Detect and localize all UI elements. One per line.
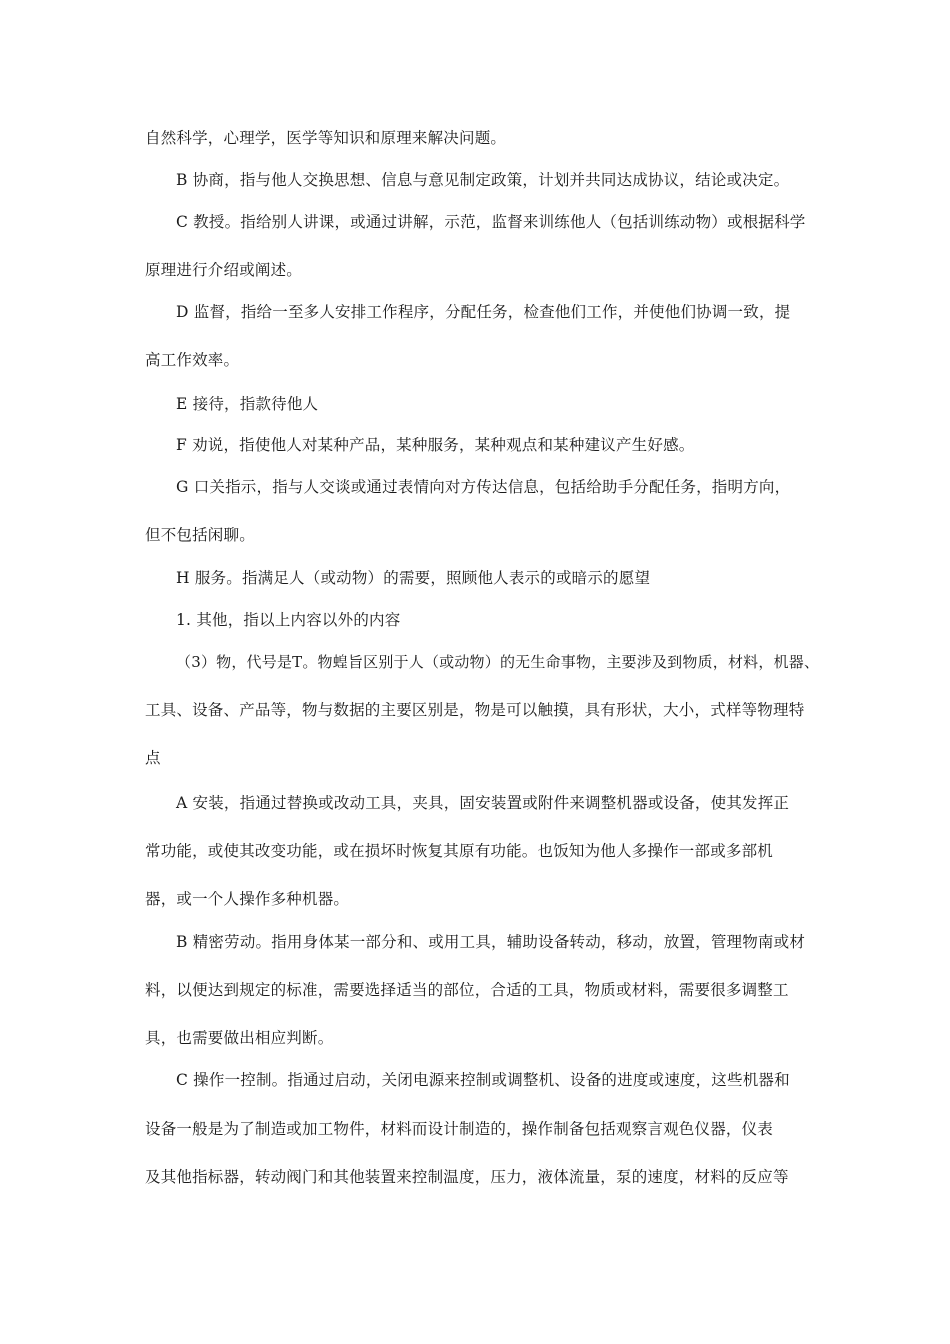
text-line: 高工作效率。	[145, 351, 240, 369]
text-line: 常功能，或使其改变功能，或在损坏时恢复其原有功能。也饭知为他人多操作一部或多部机	[145, 842, 774, 860]
text-line: G 口关指示，指与人交谈或通过表情向对方传达信息，包括给助手分配任务，指明方向，	[176, 478, 791, 496]
text-line: （3）物，代号是T。物蝗旨区别于人（或动物）的无生命事物，主要涉及到物质，材料，机器、	[176, 653, 820, 671]
text-line: B 精密劳动。指用身体某一部分和、或用工具，辅助设备转动，移动，放置，管理物南或材	[176, 933, 806, 951]
text-line: 料，以便达到规定的标准，需要选择适当的部位，合适的工具，物质或材料，需要很多调整工	[145, 981, 789, 999]
text-line: 工具、设备、产品等，物与数据的主要区别是，物是可以触摸，具有形状，大小，式样等物理特	[145, 701, 805, 719]
text-line: C 操作一控制。指通过启动，关闭电源来控制或调整机、设备的进度或速度，这些机器和	[176, 1071, 790, 1089]
text-line: D 监督，指给一至多人安排工作程序，分配任务，检查他们工作，并使他们协调一致，提	[176, 303, 791, 321]
text-line: H 服务。指满足人（或动物）的需要，照顾他人表示的或暗示的愿望	[176, 569, 651, 587]
text-line: 原理进行介绍或阐述。	[145, 261, 303, 279]
text-line: A 安装，指通过替换或改动工具，夹具，固安装置或附件来调整机器或设备，使其发挥正	[176, 794, 790, 812]
text-line: 但不包括闲聊。	[145, 526, 255, 544]
text-line: 具，也需要做出相应判断。	[145, 1029, 334, 1047]
text-line: B 协商，指与他人交换思想、信息与意见制定政策，计划并共同达成协议，结论或决定。	[176, 171, 790, 189]
text-line: C 教授。指给别人讲课，或通过讲解，示范，监督来训练他人（包括训练动物）或根据科学	[176, 213, 806, 231]
text-line: 及其他指标器，转动阀门和其他装置来控制温度，压力，液体流量，泵的速度，材料的反应等	[145, 1168, 789, 1186]
text-line: E 接待，指款待他人	[176, 395, 319, 413]
text-line: 点	[145, 749, 161, 767]
text-line: 自然科学，心理学，医学等知识和原理来解决问题。	[145, 129, 507, 147]
text-line: 设备一般是为了制造或加工物件，材料而设计制造的，操作制备包括观察言观色仪器，仪表	[145, 1120, 774, 1138]
text-line: F 劝说，指使他人对某种产品，某种服务，某种观点和某种建议产生好感。	[176, 436, 695, 454]
text-line: 器，或一个人操作多种机器。	[145, 890, 350, 908]
text-line: 1. 其他，指以上内容以外的内容	[176, 611, 401, 629]
